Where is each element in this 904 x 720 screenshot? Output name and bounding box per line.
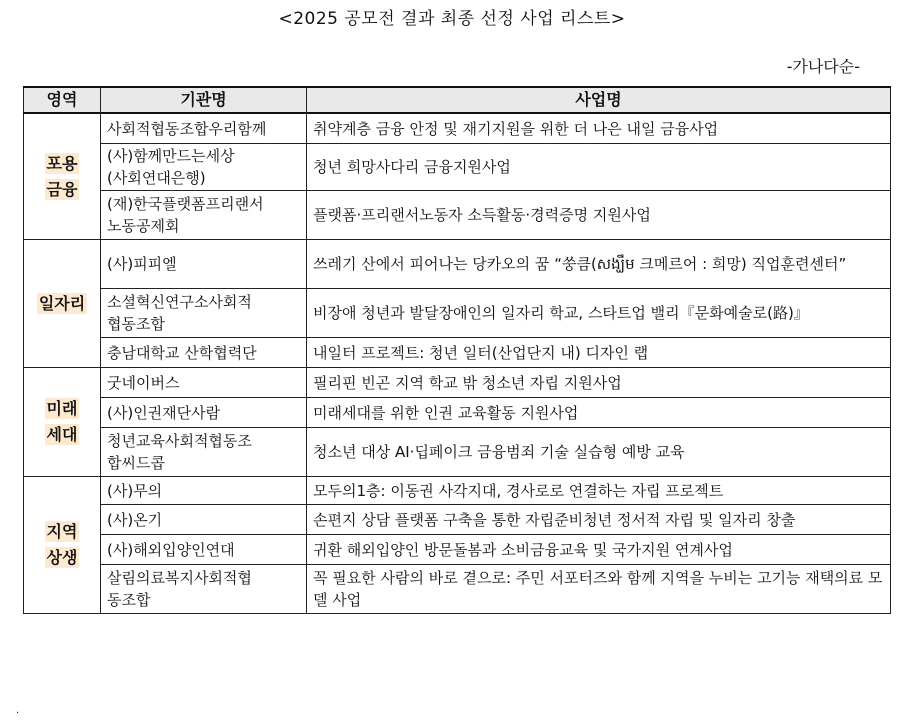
- sort-note: -가나다순-: [786, 57, 860, 76]
- table-row: [24, 289, 891, 338]
- project-cell: 내일터 프로젝트: 청년 일터(산업단지 내) 디자인 랩: [307, 338, 891, 368]
- area-label: 상생: [46, 548, 78, 567]
- area-label: 포용: [46, 153, 78, 173]
- project-cell: 플랫폼·프리랜서노동자 소득활동·경력증명 지원사업: [307, 191, 891, 240]
- area-cell: [24, 240, 101, 368]
- table-header-row: [24, 87, 891, 113]
- area-label: 세대: [46, 425, 78, 444]
- org-cell: 살림의료복지사회적협 동조합: [101, 565, 307, 614]
- header-org: 기관명: [101, 87, 307, 113]
- project-cell: 꼭 필요한 사람의 바로 곁으로: 주민 서포터즈와 함께 지역을 누비는 고기능 재택의료 모델 사업: [307, 565, 891, 614]
- table-row: [24, 428, 891, 477]
- table-row: [24, 338, 891, 368]
- project-cell: 쓰레기 산에서 피어나는 당카오의 꿈 “쑹큼(សង្ឃឹម 크메르어 : 희망) 직업훈련센터”: [307, 240, 891, 289]
- project-cell: 청년 희망사다리 금융지원사업: [307, 144, 891, 191]
- table-row: [24, 535, 891, 565]
- project-cell: 취약계층 금융 안정 및 재기지원을 위한 더 나은 내일 금융사업: [307, 113, 891, 144]
- project-cell: 비장애 청년과 발달장애인의 일자리 학교, 스타트업 밸리『문화예술로(路)』: [307, 289, 891, 338]
- selection-table: [23, 86, 891, 614]
- org-cell: (사)무의: [101, 477, 307, 505]
- org-cell: (사)해외입양인연대: [101, 535, 307, 565]
- org-cell: (사)온기: [101, 505, 307, 535]
- table-row: [24, 477, 891, 505]
- project-cell: 미래세대를 위한 인권 교육활동 지원사업: [307, 398, 891, 428]
- org-cell: 청년교육사회적협동조 합씨드콥: [101, 428, 307, 477]
- header-area: 영역: [24, 87, 101, 113]
- project-cell: 청소년 대상 AI·딥페이크 금융범죄 기술 실습형 예방 교육: [307, 428, 891, 477]
- table-row: [24, 113, 891, 144]
- header-project: 사업명: [307, 87, 891, 113]
- table-row: [24, 191, 891, 240]
- area-label: 미래: [46, 399, 78, 418]
- table-row: [24, 505, 891, 535]
- org-cell: 충남대학교 산학협력단: [101, 338, 307, 368]
- org-cell: (사)피피엘: [101, 240, 307, 289]
- area-label: 일자리: [38, 293, 86, 313]
- org-cell: (사)함께만드는세상 (사회연대은행): [101, 144, 307, 191]
- org-cell: 굿네이버스: [101, 368, 307, 398]
- org-cell: (사)인권재단사람: [101, 398, 307, 428]
- page-title: <2025 공모전 결과 최종 선정 사업 리스트>: [278, 9, 626, 29]
- table-row: [24, 398, 891, 428]
- area-cell: [24, 477, 101, 614]
- org-cell: 소셜혁신연구소사회적 협동조합: [101, 289, 307, 338]
- table-row: [24, 565, 891, 614]
- footer-mark: .: [16, 705, 20, 716]
- project-cell: 모두의1층: 이동권 사각지대, 경사로로 연결하는 자립 프로젝트: [307, 477, 891, 505]
- org-cell: 사회적협동조합우리함께: [101, 113, 307, 144]
- table-row: [24, 368, 891, 398]
- table-row: [24, 240, 891, 289]
- area-cell: [24, 113, 101, 240]
- area-label: 지역: [46, 522, 78, 541]
- area-label: 금융: [46, 179, 78, 199]
- org-cell: (재)한국플랫폼프리랜서 노동공제회: [101, 191, 307, 240]
- table-row: [24, 144, 891, 191]
- project-cell: 귀환 해외입양인 방문돌봄과 소비금융교육 및 국가지원 연계사업: [307, 535, 891, 565]
- project-cell: 손편지 상담 플랫폼 구축을 통한 자립준비청년 정서적 자립 및 일자리 창출: [307, 505, 891, 535]
- table-body: [24, 113, 891, 614]
- area-cell: [24, 368, 101, 477]
- project-cell: 필리핀 빈곤 지역 학교 밖 청소년 자립 지원사업: [307, 368, 891, 398]
